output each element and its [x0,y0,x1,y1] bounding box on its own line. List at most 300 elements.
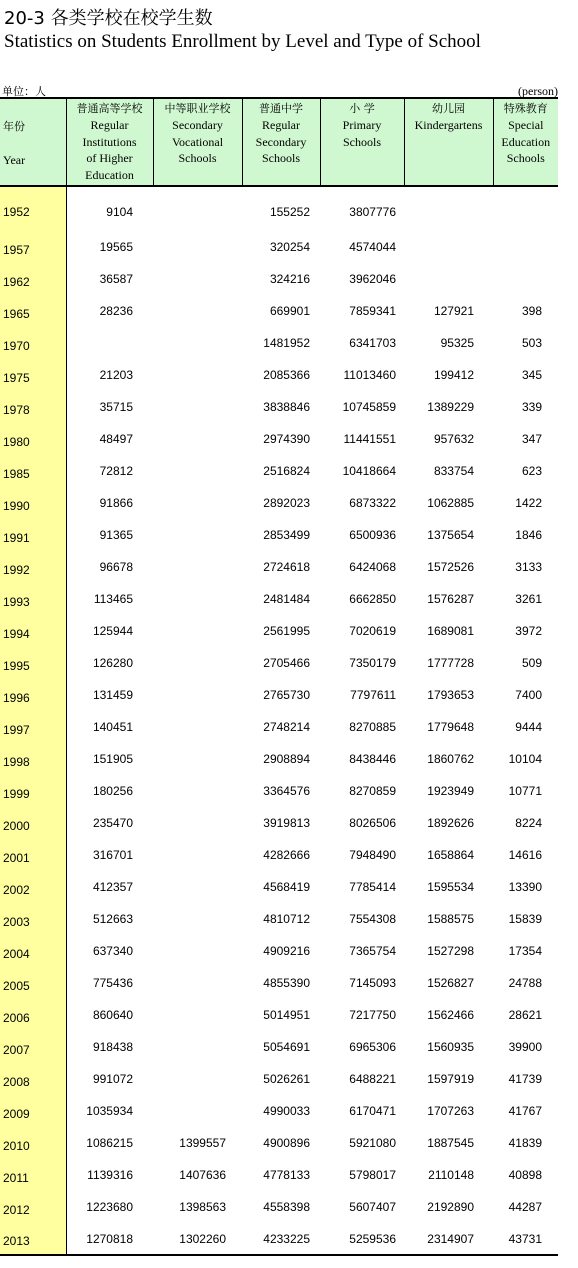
kindergarten-cell: 1923949 [427,784,474,798]
higher-education-cell: 316701 [92,848,133,862]
vocational-cell [153,583,242,615]
primary-cell: 6488221 [349,1072,396,1086]
kindergarten-cell: 95325 [440,336,474,350]
special-education-cell: 7400 [515,688,542,702]
higher-education-cell: 91866 [99,496,133,510]
year-cell: 1995 [0,647,66,679]
secondary-cell: 5014951 [263,1008,310,1022]
secondary-cell: 5026261 [263,1072,310,1086]
year-cell: 2000 [0,807,66,839]
higher-education-cell: 1270818 [66,1223,153,1255]
special-education-cell: 10771 [508,784,542,798]
table-row [0,1127,558,1159]
special-education-cell: 8224 [515,816,542,830]
special-education-cell: 41839 [508,1136,542,1150]
special-education-cell: 3133 [515,560,542,574]
secondary-cell: 2481484 [263,592,310,606]
year-cell: 2010 [0,1127,66,1159]
special-education-cell: 43731 [493,1223,558,1255]
header-en: Secondary [172,118,223,132]
header-secondary [242,98,320,186]
table-row [0,1095,558,1127]
kindergarten-cell: 833754 [433,464,474,478]
kindergarten-cell: 1595534 [427,880,474,894]
primary-cell: 5607407 [349,1200,396,1214]
secondary-cell: 2561995 [263,624,310,638]
header-en: Kindergartens [414,118,483,132]
table-row [0,615,558,647]
kindergarten-cell: 1572526 [427,560,474,574]
header-en: Special [508,118,544,132]
primary-cell: 7350179 [349,656,396,670]
table-row [0,871,558,903]
year-cell: 1991 [0,519,66,551]
vocational-cell [153,487,242,519]
higher-education-cell: 19565 [99,240,133,254]
vocational-cell [153,839,242,871]
kindergarten-cell: 1389229 [427,400,474,414]
vocational-cell [153,295,242,327]
higher-education-cell: 36587 [99,272,133,286]
primary-cell: 10745859 [342,400,396,414]
table-row [0,487,558,519]
header-en: Schools [506,151,545,165]
primary-cell: 7797611 [350,688,396,702]
kindergarten-cell: 1658864 [427,848,474,862]
secondary-cell: 4778133 [263,1168,310,1182]
special-education-cell: 503 [521,336,542,350]
primary-cell: 8438446 [349,752,396,766]
secondary-cell: 2516824 [263,464,310,478]
primary-cell: 3962046 [349,272,396,286]
kindergarten-cell: 1526827 [427,976,474,990]
kindergarten-cell: 1562466 [427,1008,474,1022]
header-cn: 中等职业学校 [164,102,231,115]
header-en: Regular [90,118,129,132]
table-row [0,647,558,679]
kindergarten-cell: 1793653 [427,688,474,702]
secondary-cell: 2085366 [263,368,310,382]
kindergarten-cell: 127921 [433,304,474,318]
special-education-cell: 28621 [508,1008,542,1022]
year-cell: 1999 [0,775,66,807]
primary-cell: 6341703 [349,336,396,350]
kindergarten-cell: 1597919 [427,1072,474,1086]
vocational-cell [153,647,242,679]
table-row [0,711,558,743]
secondary-cell: 3919813 [263,816,310,830]
secondary-cell: 4233225 [242,1223,320,1255]
table-row [0,551,558,583]
vocational-cell [153,615,242,647]
kindergarten-cell [404,263,493,295]
header-cn: 普通高等学校 [76,102,143,115]
primary-cell: 7217750 [349,1008,396,1022]
secondary-cell: 4990033 [263,1104,310,1118]
higher-education-cell: 125944 [92,624,133,638]
primary-cell: 6424068 [349,560,396,574]
kindergarten-cell: 1576287 [427,592,474,606]
kindergarten-cell: 957632 [433,432,474,446]
primary-cell: 7948490 [349,848,396,862]
primary-cell: 7145093 [349,976,396,990]
year-cell: 2001 [0,839,66,871]
special-education-cell [493,263,558,295]
year-cell: 2009 [0,1095,66,1127]
higher-education-cell [66,327,153,359]
table-row [0,1223,558,1255]
primary-cell: 4574044 [349,240,396,254]
header-kindergartens [404,98,493,186]
special-education-cell: 3972 [515,624,542,638]
secondary-cell: 2765730 [263,688,310,702]
vocational-cell [153,999,242,1031]
year-cell: 1990 [0,487,66,519]
vocational-cell [153,1063,242,1095]
header-cn: 普通中学 [259,102,303,115]
header-en: Schools [342,134,381,149]
table-row [0,967,558,999]
higher-education-cell: 512663 [92,912,133,926]
vocational-cell: 1398563 [179,1200,226,1214]
kindergarten-cell: 2314907 [404,1223,493,1255]
year-cell: 2008 [0,1063,66,1095]
year-cell: 1962 [0,263,66,295]
secondary-cell: 4900896 [263,1136,310,1150]
vocational-cell [153,551,242,583]
year-cell: 2005 [0,967,66,999]
secondary-cell: 4558398 [263,1200,310,1214]
secondary-cell: 2974390 [263,432,310,446]
header-en: Regular [262,118,300,132]
table-row [0,231,558,263]
special-education-cell: 9444 [515,720,542,734]
higher-education-cell: 21203 [99,368,133,382]
table-row [0,839,558,871]
primary-cell: 7365754 [349,944,396,958]
header-en: Vocational [171,134,224,149]
table-row [0,1031,558,1063]
secondary-cell: 2724618 [263,560,310,574]
table-row [0,519,558,551]
higher-education-cell: 72812 [99,464,133,478]
special-education-cell: 17354 [508,944,542,958]
table-row [0,327,558,359]
special-education-cell: 3261 [515,592,542,606]
primary-cell: 3807776 [349,205,396,219]
year-cell: 1994 [0,615,66,647]
secondary-cell: 3838846 [263,400,310,414]
special-education-cell: 347 [521,432,542,446]
header-en: of Higher [86,151,133,165]
vocational-cell: 1407636 [179,1168,226,1182]
secondary-cell: 2748214 [263,720,310,734]
header-en: Primary [342,118,382,132]
higher-education-cell: 775436 [92,976,133,990]
year-cell: 2012 [0,1191,66,1223]
secondary-cell: 4282666 [263,848,310,862]
year-cell: 1978 [0,391,66,423]
kindergarten-cell: 1892626 [427,816,474,830]
kindergarten-cell: 1777728 [427,656,474,670]
header-cn: 小 学 [349,102,375,115]
table-row [0,186,558,231]
higher-education-cell: 860640 [92,1008,133,1022]
header-year [0,98,66,186]
secondary-cell: 4909216 [263,944,310,958]
vocational-cell [153,935,242,967]
special-education-cell: 13390 [508,880,542,894]
table-header-row [0,98,558,186]
kindergarten-cell: 1779648 [427,720,474,734]
higher-education-cell: 1223680 [86,1200,133,1214]
primary-cell: 6500936 [349,528,396,542]
year-cell: 1992 [0,551,66,583]
header-higher-education [66,98,153,186]
secondary-cell: 4810712 [263,912,310,926]
kindergarten-cell: 1860762 [427,752,474,766]
special-education-cell [493,231,558,263]
higher-education-cell: 48497 [99,432,133,446]
header-en: Education [85,167,134,182]
year-cell: 2006 [0,999,66,1031]
secondary-cell: 324216 [269,272,310,286]
vocational-cell [153,743,242,775]
special-education-cell: 24788 [508,976,542,990]
secondary-cell: 2892023 [263,496,310,510]
kindergarten-cell [404,231,493,263]
higher-education-cell: 126280 [92,656,133,670]
header-en: Institutions [82,134,137,149]
higher-education-cell: 412357 [92,880,133,894]
page-title-en: Statistics on Students Enrollment by Level and Type of School [4,31,481,52]
year-cell: 2011 [0,1159,66,1191]
page-title-cn: 20-3 各类学校在校学生数 [4,8,213,29]
primary-cell: 11441551 [343,432,396,446]
kindergarten-cell: 2192890 [427,1200,474,1214]
special-education-cell: 339 [521,400,542,414]
vocational-cell [153,231,242,263]
table-row [0,743,558,775]
higher-education-cell: 28236 [99,304,133,318]
vocational-cell [153,807,242,839]
primary-cell: 8026506 [349,816,396,830]
special-education-cell: 44287 [508,1200,542,1214]
higher-education-cell: 1035934 [86,1104,133,1118]
special-education-cell: 623 [521,464,542,478]
secondary-cell: 2908894 [263,752,310,766]
table-row [0,935,558,967]
kindergarten-cell: 1375654 [427,528,474,542]
kindergarten-cell: 1527298 [427,944,474,958]
table-row [0,391,558,423]
primary-cell: 7785414 [349,880,396,894]
table-row [0,679,558,711]
header-year-en: Year [3,152,26,167]
table-row [0,423,558,455]
kindergarten-cell [404,186,493,231]
table-row [0,775,558,807]
special-education-cell: 1422 [515,496,542,510]
year-cell: 1985 [0,455,66,487]
table-row [0,999,558,1031]
year-cell: 2004 [0,935,66,967]
secondary-cell: 2705466 [263,656,310,670]
primary-cell: 6662850 [349,592,396,606]
table-row [0,295,558,327]
vocational-cell [153,186,242,231]
special-education-cell [493,186,558,231]
higher-education-cell: 180256 [92,784,133,798]
special-education-cell: 398 [521,304,542,318]
year-cell: 1998 [0,743,66,775]
secondary-cell: 320254 [269,240,310,254]
kindergarten-cell: 199412 [433,368,474,382]
secondary-cell: 155252 [269,205,310,219]
secondary-cell: 4855390 [263,976,310,990]
vocational-cell [153,1095,242,1127]
vocational-cell [153,519,242,551]
table-row [0,583,558,615]
special-education-cell: 41739 [508,1072,542,1086]
vocational-cell [153,391,242,423]
kindergarten-cell: 1560935 [427,1040,474,1054]
secondary-cell: 1481952 [263,336,310,350]
higher-education-cell: 91365 [99,528,133,542]
special-education-cell: 39900 [508,1040,542,1054]
header-en: Secondary [255,134,307,149]
table-row [0,359,558,391]
year-cell: 2007 [0,1031,66,1063]
year-cell: 1952 [0,186,66,231]
primary-cell: 7859341 [349,304,396,318]
special-education-cell: 41767 [508,1104,542,1118]
kindergarten-cell: 2110148 [428,1168,474,1182]
higher-education-cell: 991072 [92,1072,133,1086]
header-year-cn: 年份 [3,120,25,133]
year-cell: 2002 [0,871,66,903]
year-cell: 1970 [0,327,66,359]
higher-education-cell: 131459 [92,688,133,702]
primary-cell: 6170471 [349,1104,396,1118]
secondary-cell: 5054691 [263,1040,310,1054]
secondary-cell: 2853499 [263,528,310,542]
special-education-cell: 10104 [508,752,542,766]
vocational-cell [153,423,242,455]
table-row [0,263,558,295]
vocational-cell [153,871,242,903]
primary-cell: 11013460 [343,368,396,382]
year-cell: 2003 [0,903,66,935]
header-cn: 幼儿园 [432,102,465,115]
enrollment-table [0,97,558,1256]
year-cell: 1996 [0,679,66,711]
table-body [0,186,558,1255]
header-cn: 特殊教育 [503,102,548,115]
vocational-cell [153,455,242,487]
vocational-cell: 1399557 [179,1136,226,1150]
higher-education-cell: 96678 [99,560,133,574]
header-primary [320,98,404,186]
secondary-cell: 4568419 [263,880,310,894]
vocational-cell [153,1031,242,1063]
year-cell: 1965 [0,295,66,327]
table-row [0,1159,558,1191]
higher-education-cell: 637340 [92,944,133,958]
table-row [0,807,558,839]
year-cell: 1980 [0,423,66,455]
higher-education-cell: 9104 [106,205,133,219]
higher-education-cell: 113465 [93,592,133,606]
special-education-cell: 40898 [508,1168,542,1182]
year-cell: 1993 [0,583,66,615]
higher-education-cell: 140451 [92,720,133,734]
table-row [0,1191,558,1223]
vocational-cell [153,711,242,743]
header-en: Schools [261,151,300,165]
primary-cell: 6965306 [349,1040,396,1054]
higher-education-cell: 151905 [92,752,133,766]
table-row [0,455,558,487]
year-cell: 1975 [0,359,66,391]
higher-education-cell: 1139316 [87,1168,133,1182]
kindergarten-cell: 1707263 [427,1104,474,1118]
vocational-cell [153,263,242,295]
table-row [0,1063,558,1095]
special-education-cell: 14616 [508,848,542,862]
primary-cell: 5921080 [349,1136,396,1150]
special-education-cell: 509 [521,656,542,670]
higher-education-cell: 918438 [92,1040,133,1054]
vocational-cell [153,359,242,391]
header-en: Education [501,134,551,149]
kindergarten-cell: 1887545 [427,1136,474,1150]
kindergarten-cell: 1588575 [427,912,474,926]
header-special-education [493,98,558,186]
year-cell: 1957 [0,231,66,263]
header-en: Schools [178,151,217,165]
table-row [0,903,558,935]
special-education-cell: 1846 [515,528,542,542]
special-education-cell: 15839 [508,912,542,926]
primary-cell: 8270859 [349,784,396,798]
primary-cell: 8270885 [349,720,396,734]
primary-cell: 5259536 [320,1223,404,1255]
kindergarten-cell: 1062885 [427,496,474,510]
primary-cell: 7020619 [349,624,396,638]
vocational-cell [153,903,242,935]
vocational-cell [153,775,242,807]
vocational-cell [153,967,242,999]
secondary-cell: 3364576 [263,784,310,798]
primary-cell: 5798017 [349,1168,396,1182]
primary-cell: 10418664 [342,464,396,478]
unit-label-en: (person) [518,84,558,98]
primary-cell: 6873322 [349,496,396,510]
secondary-cell: 669901 [269,304,310,318]
higher-education-cell: 235470 [92,816,133,830]
year-cell: 1997 [0,711,66,743]
header-vocational [153,98,242,186]
higher-education-cell: 35715 [99,400,133,414]
year-cell: 2013 [0,1223,66,1255]
vocational-cell: 1302260 [153,1223,242,1255]
unit-label: 单位：人 [2,85,46,98]
higher-education-cell: 1086215 [86,1136,133,1150]
kindergarten-cell: 1689081 [427,624,474,638]
vocational-cell [153,679,242,711]
vocational-cell [153,327,242,359]
